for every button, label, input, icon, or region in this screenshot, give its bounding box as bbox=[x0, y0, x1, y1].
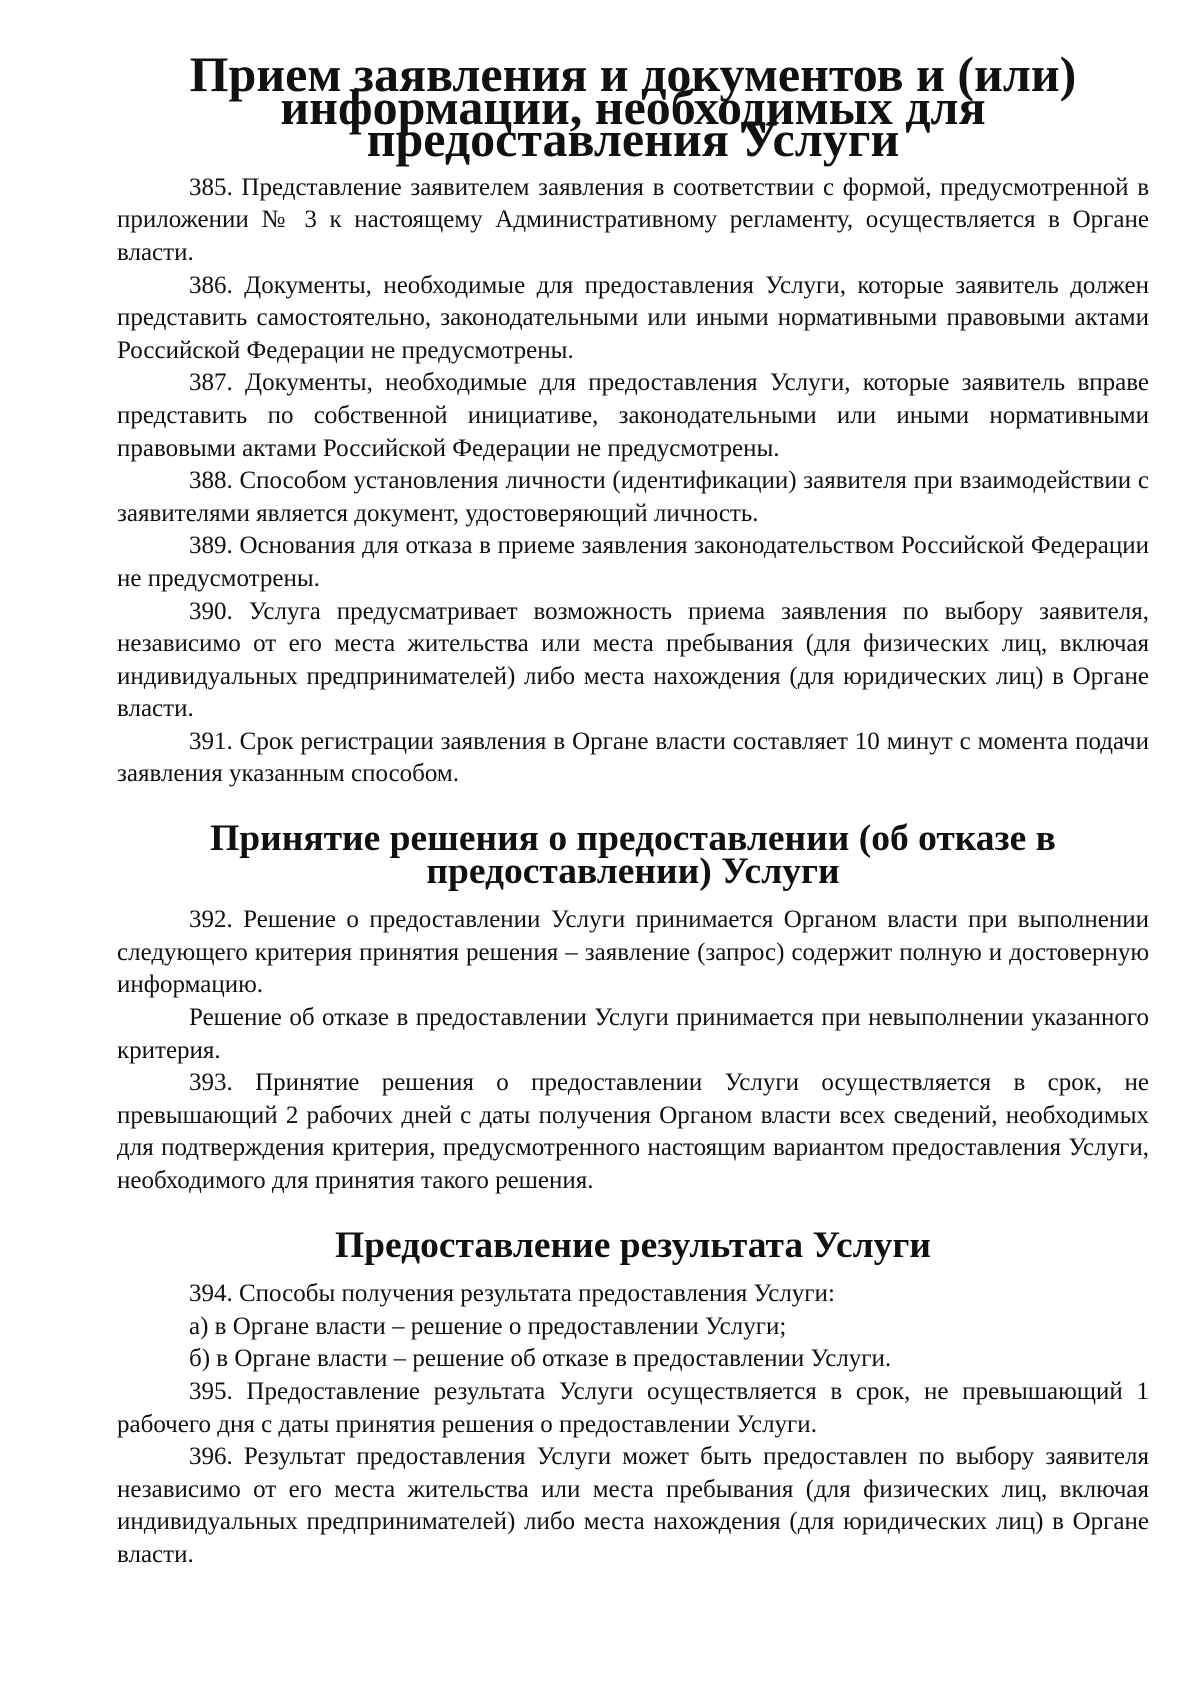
paragraph-396: 396. Результат предоставления Услуги может быть предоставлен по выбору заявителя независимо от его места жительства или места пребывания (для физических лиц, включая индивидуальных предпринимателей) либо места нахождения (для юридических лиц) в Органе власти. bbox=[117, 1443, 1149, 1568]
paragraph-386: 386. Документы, необходимые для предоставления Услуги, которые заявитель должен представить самостоятельно, законодательными или иными нормативными правовыми актами Российской Федерации не предусмотрены. bbox=[117, 271, 1149, 364]
document-page bbox=[117, 46, 1149, 1572]
section-title-decision: Принятие решения о предоставлении (об отказе в предоставлении) Услуги bbox=[210, 818, 1056, 892]
paragraph-389: 389. Основания для отказа в приеме заявления законодательством Российской Федерации не предусмотрены. bbox=[117, 532, 1149, 592]
paragraph-394: 394. Способы получения результата предоставления Услуги: bbox=[189, 1280, 835, 1308]
section-title-result: Предоставление результата Услуги bbox=[334, 1224, 932, 1266]
paragraph-392: 392. Решение о предоставлении Услуги принимается Органом власти при выполнении следующего критерия принятия решения – заявление (запрос) содержит полную и достоверную информацию. bbox=[117, 906, 1149, 999]
paragraph-385: 385. Представление заявителем заявления в соответствии с формой, предусмотренной в приложении № 3 к настоящему Административному регламенту, осуществляется в Органе власти. bbox=[117, 173, 1149, 266]
paragraph-388: 388. Способом установления личности (идентификации) заявителя при взаимодействии с заявителями является документ, удостоверяющий личность. bbox=[117, 467, 1149, 527]
paragraph-391: 391. Срок регистрации заявления в Органе власти составляет 10 минут с момента подачи заявления указанным способом. bbox=[117, 727, 1149, 788]
paragraph-394-a: а) в Органе власти – решение о предоставлении Услуги; bbox=[189, 1312, 787, 1340]
paragraph-394-b: б) в Органе власти – решение об отказе в предоставлении Услуги. bbox=[189, 1345, 892, 1373]
paragraph-393: 393. Принятие решения о предоставлении Услуги осуществляется в срок, не превышающий 2 рабочих дней с даты получения Органом власти всех сведений, необходимых для подтверждения критерия, предусмотренного настоящим вариантом предоставления Услуги, необходимого для принятия такого решения. bbox=[117, 1069, 1149, 1194]
paragraph-390: 390. Услуга предусматривает возможность приема заявления по выбору заявителя, независимо от его места жительства или места пребывания (для физических лиц, включая индивидуальных предпринимателей) либо места нахождения (для юридических лиц) в Органе власти. bbox=[117, 597, 1149, 723]
paragraph-387: 387. Документы, необходимые для предоставления Услуги, которые заявитель вправе представить по собственной инициативе, законодательными или иными нормативными правовыми актами Российской Федерации не предусмотрены. bbox=[117, 369, 1149, 462]
section-title-reception: Прием заявления и документов и (или) информации, необходимых для предоставления Услуги bbox=[189, 46, 1077, 168]
paragraph-395: 395. Предоставление результата Услуги осуществляется в срок, не превышающий 1 рабочего дня с даты принятия решения о предоставлении Услуги. bbox=[117, 1377, 1149, 1438]
paragraph-refusal: Решение об отказе в предоставлении Услуги принимается при невыполнении указанного критерия. bbox=[117, 1004, 1149, 1064]
